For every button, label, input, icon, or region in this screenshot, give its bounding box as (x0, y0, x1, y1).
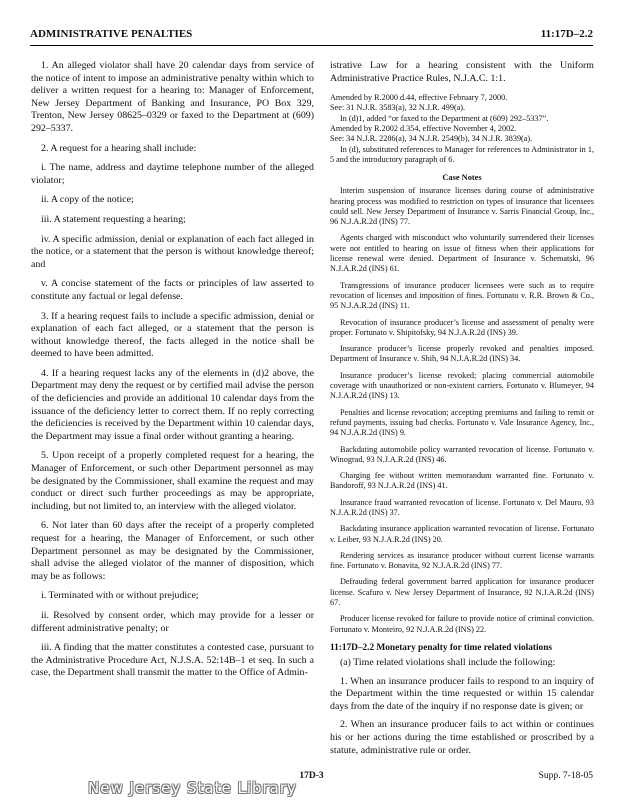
section-paragraph-a1: 1. When an insurance producer fails to respond to an inquiry of the Department within the time requested or within 15 calendar days from the date of the inquiry if no response date is given; or (330, 675, 594, 712)
history-line: See: 31 N.J.R. 3583(a), 32 N.J.R. 499(a). (330, 103, 466, 113)
paragraph-d6: 6. Not later than 60 days after the receipt of a properly completed request for a hearing, the Manager of Enforcement, or such other Department personnel as may be designated by the Commissioner, shall advise the alleged violator of the manner of disposition, which may be as follows: (31, 520, 314, 582)
case-note: Backdating automobile policy warranted revocation of license. Fortunato v. Winograd, 93 N.J.A.R.2d (INS) 46. (330, 444, 594, 464)
paragraph-d2: 2. A request for a hearing shall include: (41, 142, 197, 154)
case-note: Agents charged with misconduct who voluntarily surrendered their licenses were not entitled to hearing on issue of fitness when their applications for license renewal were denied. Department of Insurance v. Schematski, 96 N.J.A.R.2d (INS) 61. (330, 233, 594, 274)
paragraph-d6-iii: iii. A finding that the matter constitutes a contested case, pursuant to the Administrative Procedure Act, N.J.S.A. 52:14B–1 et seq. In such a case, the Department shall transmit the matter to the Office of Admin- (31, 642, 314, 679)
paragraph-d2-v: v. A concise statement of the facts or principles of law asserted to constitute any factual or legal defense. (31, 278, 314, 302)
history-line: Amended by R.2000 d.44, effective February 7, 2000. (330, 93, 508, 103)
history-line: See: 34 N.J.R. 2286(a), 34 N.J.R. 2549(b), 34 N.J.R. 3839(a). (330, 134, 533, 144)
case-note: Insurance producer’s license properly revoked and penalties imposed. Department of Insurance v. Shih, 94 N.J.A.R.2d (INS) 34. (330, 344, 594, 364)
case-note: Producer license revoked for failure to provide notice of criminal conviction. Fortunato v. Monteiro, 92 N.J.A.R.2d (INS) 22. (330, 614, 594, 634)
paragraph-d2-i: i. The name, address and daytime telephone number of the alleged violator; (31, 162, 314, 186)
case-note: Revocation of insurance producer’s license and assessment of penalty were proper. Fortunato v. Shipitofsky, 94 N.J.A.R.2d (INS) 39. (330, 317, 594, 337)
page-number: 17D-3 (299, 771, 324, 781)
case-note: Rendering services as insurance producer without current license warrants fine. Fortunato v. Bonavita, 92 N.J.A.R.2d (INS) 77. (330, 550, 594, 571)
paragraph-d2-iii: iii. A statement requesting a hearing; (41, 213, 186, 225)
section-paragraph-a: (a) Time related violations shall include the following: (340, 656, 556, 668)
case-note: Insurance producer’s license revoked; placing commercial automobile coverage with unauthorized or non-existent carriers. Fortunato v. Blumeyer, 94 N.J.A.R.2d (INS) 13. (330, 370, 594, 401)
paragraph-d6-ii: ii. Resolved by consent order, which may provide for a lesser or different administrative penalty; or (31, 609, 314, 634)
header-section: 11:17D–2.2 (540, 28, 593, 40)
case-note: Interim suspension of insurance licenses during course of administrative hearing process was modified to restriction on types of insurance that licensees could sell. New Jersey Department of Insurance v. Sarris Financial Group, Inc., 96 N.J.A.R.2d (INS) 77. (330, 186, 594, 227)
case-note: Insurance fraud warranted revocation of license. Fortunato v. Del Mauro, 93 N.J.A.R.2d (INS) 37. (330, 497, 594, 517)
header-rule (30, 45, 593, 46)
case-note: Transgressions of insurance producer licensees were such as to require revocation of licenses and imposition of fines. Fortunato v. R.R. Brown & Co., 95 N.J.A.R.2d (INS) 11. (330, 280, 594, 311)
case-note: Defrauding federal government barred application for insurance producer license. Scafuro v. New Jersey Department of Insurance, 92 N.J.A.R.2d (INS) 67. (330, 577, 594, 608)
case-note: Penalties and license revocation; accepting premiums and failing to remit or refund payments, issuing bad checks. Fortunato v. Vale Insurance Agency, Inc., 94 N.J.A.R.2d (INS) 9. (330, 407, 594, 438)
paragraph-d6-i: i. Terminated with or without prejudice; (41, 590, 199, 602)
continued-paragraph: istrative Law for a hearing consistent with the Uniform Administrative Practice Rules, N.J.A.C. 1:1. (330, 60, 594, 84)
header-title: ADMINISTRATIVE PENALTIES (30, 28, 193, 40)
case-note: Backdating insurance application warranted revocation of license. Fortunato v. Leiber, 93 N.J.A.R.2d (INS) 20. (330, 524, 594, 544)
running-header (30, 28, 593, 44)
paragraph-d5: 5. Upon receipt of a properly completed request for a hearing, the Manager of Enforcement, or such other Department personnel as may be designated by the Commissioner, shall examine the request and may conduct or direct such further proceedings as may be appropriate, including, but not limited to, an interview with the alleged violator. (31, 450, 314, 512)
history-line: Amended by R.2002 d.354, effective November 4, 2002. (330, 124, 517, 134)
history-line: In (d)1, added “or faxed to the Department at (609) 292–5337”. (340, 113, 549, 123)
right-column (330, 60, 594, 763)
library-watermark: New Jersey State Library (88, 779, 297, 797)
history-notes (330, 93, 594, 165)
section-heading: 11:17D–2.2 Monetary penalty for time related violations (330, 642, 552, 653)
paragraph-d4: 4. If a hearing request lacks any of the elements in (d)2 above, the Department may deny the request or by certified mail advise the person of the deficiencies and provide an additional 10 calendar days from the issuance of the deficiency letter to correct them. If no reply correcting the deficiencies is received by the Department within 10 calendar days, the Department may issue a final order without granting a hearing. (31, 367, 314, 442)
section-paragraph-a2: 2. When an insurance producer fails to act within or continues his or her actions during the time established or proscribed by a statute, administrative rule or order. (330, 719, 594, 756)
paragraph-d2-iv: iv. A specific admission, denial or explanation of each fact alleged in the notice, or a statement that the person is without knowledge thereof; and (31, 233, 314, 270)
case-notes-heading: Case Notes (442, 173, 482, 183)
paragraph-d2-ii: ii. A copy of the notice; (41, 194, 134, 206)
paragraph-d1: 1. An alleged violator shall have 20 calendar days from service of the notice of intent to impose an administrative penalty within which to deliver a written request for a hearing to: Manager of Enforcement, New Jersey Department of Banking and Insurance, PO Box 329, Trenton, New Jersey 08625–0329 or faxed to the Department at (609) 292–5337. (31, 60, 314, 134)
left-column (31, 60, 314, 687)
supplement-date: Supp. 7-18-05 (538, 771, 593, 781)
history-line: In (d), substituted references to Manager for references to Administrator in 1, 5 and the introductory paragraph of 6. (330, 144, 594, 164)
paragraph-d3: 3. If a hearing request fails to include a specific admission, denial or explanation of each fact alleged, or a statement that the person is without knowledge thereof, the facts alleged in the notice shall be deemed to have been admitted. (31, 310, 314, 360)
case-note: Charging fee without written memorandum warranted fine. Fortunato v. Bandoroff, 93 N.J.A.R.2d (INS) 41. (330, 471, 594, 491)
